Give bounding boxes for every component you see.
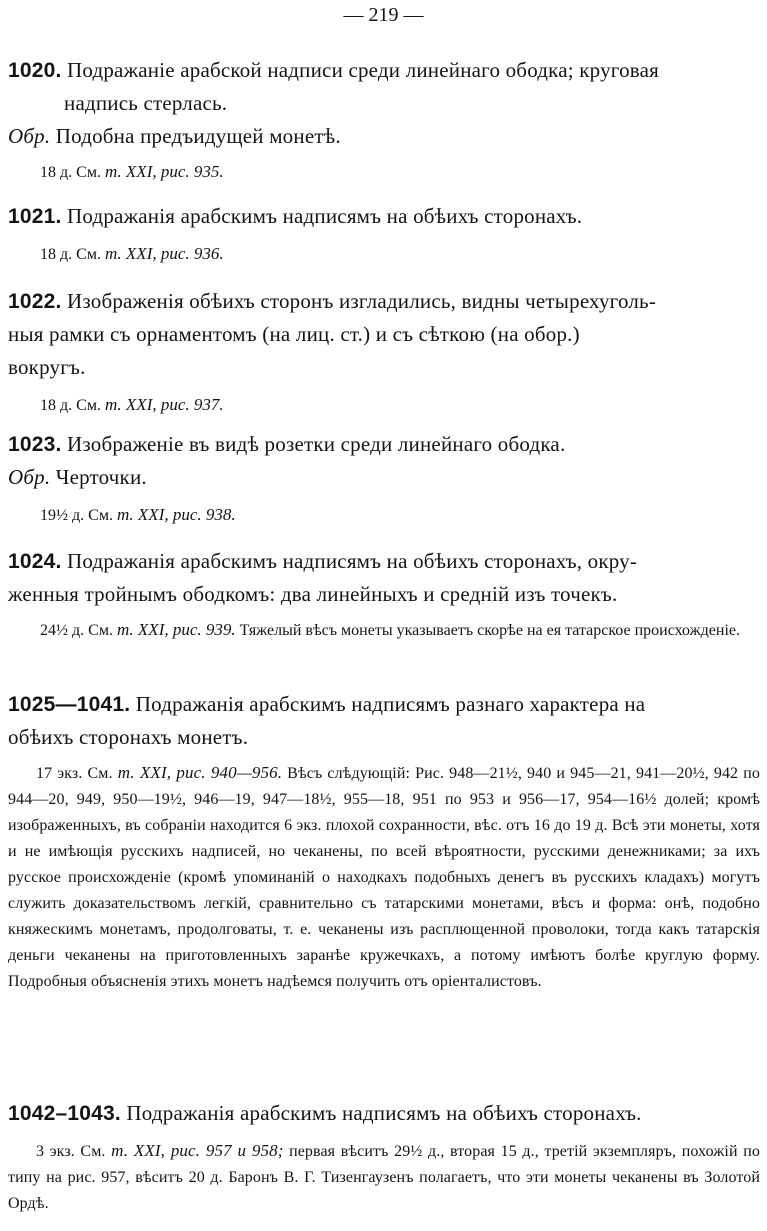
entry-description (8, 428, 760, 461)
entry-text: Подражанія арабскимъ надписямъ на обѣихъ сторонахъ, окру- (61, 549, 638, 573)
entry-note (8, 502, 760, 529)
entry-text: Подражанія арабскимъ надписямъ разнаго характера на (130, 692, 646, 716)
entry-1025-1041 (8, 688, 760, 995)
note-weight: 24½ д. См. (40, 622, 117, 639)
entry-number: 1021. (8, 205, 62, 228)
plate-reference: т. XXI, рис. 957 и 958; (111, 1141, 284, 1160)
entry-description (8, 688, 760, 721)
entry-description (8, 285, 760, 318)
entry-note (8, 617, 760, 644)
entry-note (8, 159, 760, 186)
entry-description (8, 54, 760, 87)
plate-reference: т. XXI, рис. 935. (104, 162, 224, 181)
plate-reference: т. XXI, рис. 936. (104, 244, 224, 263)
entry-note (8, 241, 760, 268)
entry-description (8, 545, 760, 578)
page-number: — 219 — (343, 4, 424, 26)
entry-text-cont: надпись стерлась. (64, 91, 228, 115)
entry-number: 1024. (8, 550, 62, 573)
note-weight: 18 д. См. (40, 397, 105, 414)
note-text: Вѣсъ слѣдующій: Рис. 948—21½, 940 и 945—21, 941—20½, 942 по 944—20, 949, 950—19½, 946—19, 947—18½, 955—18, 951 по 953 и 956—17, 954—16½ долей; кромѣ изображенныхъ, въ собраніи находится 6 экз. плохой сохранности, вѣс. отъ 16 до 19 д. Всѣ эти монеты, хотя и не имѣющія русскихъ надписей, но чеканены, по всей вѣроятности, русскими денежниками; за ихъ русское происхожденіе (кромѣ упоминаній о находкахъ подобныхъ денегъ въ русскихъ кладахъ) могутъ служить доказательствомъ легкій, сравнительно съ татарскими монетами, вѣсъ и форма: онѣ, подобно княжескимъ монетамъ, продолговаты, т. е. чеканены изъ расплющенной проволоки, тогда какъ татарскія деньги чеканены на приготовленныхъ заранѣе кружечкахъ, а потому имѣютъ болѣе круглую форму. Подробныя объясненія этихъ монетъ надѣемся получить отъ оріенталистовъ. (8, 765, 760, 990)
note-text: первая вѣситъ 29½ д., вторая 15 д., третій экземпляръ, похожій по типу на рис. 957, вѣситъ 20 д. Баронъ В. Г. Тизенгаузенъ полагаетъ, что эти монеты чеканены въ Золотой Ордѣ. (8, 1143, 760, 1212)
entry-text: Изображеніе въ видѣ розетки среди линейнаго ободка. (61, 432, 566, 456)
obverse-line (8, 461, 760, 494)
entry-1020 (8, 54, 760, 186)
obverse-text: Подобна предъидущей монетѣ. (50, 124, 341, 148)
note-weight: 19½ д. См. (40, 507, 117, 524)
entry-note (8, 392, 760, 419)
plate-reference: т. XXI, рис. 937. (104, 395, 224, 414)
entry-number: 1020. (8, 59, 62, 82)
entry-1021 (8, 200, 760, 268)
plate-reference: т. XXI, рис. 939. (116, 620, 236, 639)
obverse-label: Обр. (8, 124, 51, 148)
entry-text: Изображенія обѣихъ сторонъ изгладились, видны четырехуголь- (61, 289, 657, 313)
entry-description (8, 1097, 760, 1130)
entry-1023 (8, 428, 760, 529)
entry-note (8, 1138, 760, 1217)
note-weight: 3 экз. См. (36, 1143, 112, 1160)
obverse-line (8, 120, 760, 153)
note-weight: 18 д. См. (40, 164, 105, 181)
note-text: Тяжелый вѣсъ монеты указываетъ скорѣе на ея татарское происхожденіе. (235, 622, 740, 639)
entry-text-cont: вокругъ. (8, 355, 86, 379)
entry-text: Подражаніе арабской надписи среди линейнаго ободка; круговая (61, 58, 659, 82)
obverse-label: Обр. (8, 465, 51, 489)
plate-reference: т. XXI, рис. 938. (116, 505, 236, 524)
entry-text-cont: женныя тройнымъ ободкомъ: два линейныхъ и средній изъ точекъ. (8, 582, 618, 606)
entry-text: Подражанія арабскимъ надписямъ на обѣихъ сторонахъ. (61, 204, 583, 228)
entry-1024 (8, 545, 760, 644)
entry-number: 1042–1043. (8, 1102, 121, 1125)
note-weight: 18 д. См. (40, 246, 105, 263)
entry-number: 1025—1041. (8, 693, 131, 716)
obverse-text: Черточки. (50, 465, 147, 489)
entry-note (8, 760, 760, 995)
entry-text: Подражанія арабскимъ надписямъ на обѣихъ сторонахъ. (120, 1101, 642, 1125)
entry-number: 1023. (8, 433, 62, 456)
entry-1042-1043 (8, 1097, 760, 1217)
note-weight: 17 экз. См. (36, 765, 118, 782)
entry-number: 1022. (8, 290, 62, 313)
entry-1022 (8, 285, 760, 419)
entry-text-cont: обѣихъ сторонахъ монетъ. (8, 725, 249, 749)
entry-text-cont: ныя рамки съ орнаментомъ (на лиц. ст.) и съ сѣткою (на обор.) (8, 322, 580, 346)
entry-description (8, 200, 760, 233)
plate-reference: т. XXI, рис. 940—956. (117, 763, 283, 782)
